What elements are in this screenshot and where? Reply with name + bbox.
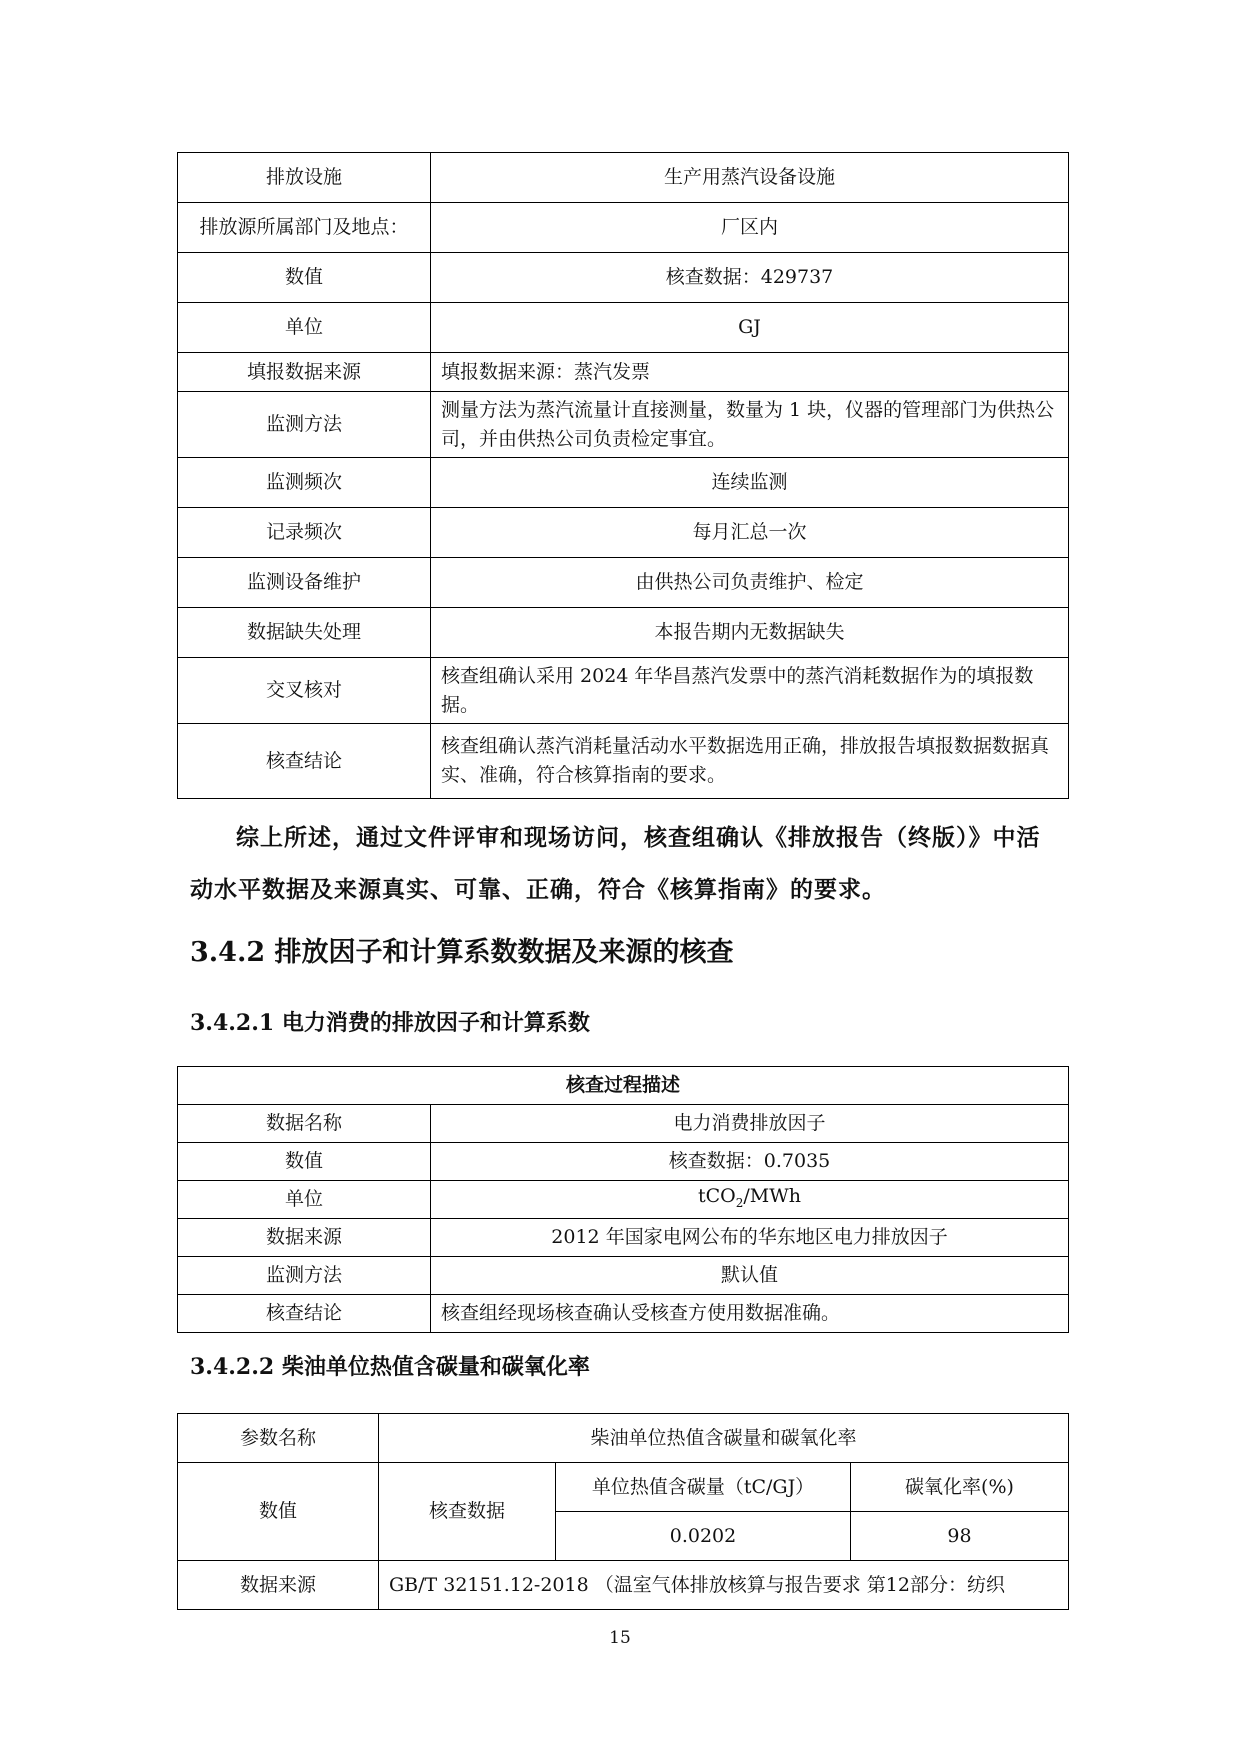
table-row	[178, 658, 1069, 724]
row-label: 数值	[178, 1143, 431, 1181]
row-label: 数据缺失处理	[178, 608, 431, 658]
row-value: 核查组经现场核查确认受核查方使用数据准确。	[431, 1295, 1069, 1333]
row-label: 交叉核对	[178, 658, 431, 724]
table-row	[178, 353, 1069, 392]
page-number: 15	[609, 1628, 631, 1648]
table-row	[178, 1463, 1069, 1512]
row-label: 数据名称	[178, 1105, 431, 1143]
table-row	[178, 1414, 1069, 1463]
row-label: 单位	[178, 1181, 431, 1219]
table-row	[178, 392, 1069, 458]
row-label: 单位	[178, 303, 431, 353]
summary-paragraph: 综上所述，通过文件评审和现场访问，核查组确认《排放报告（终版）》中活动水平数据及来源真实、可靠、正确，符合《核算指南》的要求。	[190, 824, 1041, 903]
row-value: 默认值	[431, 1257, 1069, 1295]
oxidation-rate-value: 98	[851, 1512, 1069, 1561]
table-row	[178, 1561, 1069, 1610]
row-label: 数据来源	[178, 1219, 431, 1257]
table-row	[178, 558, 1069, 608]
electricity-factor-table	[177, 1066, 1069, 1333]
table-row	[178, 253, 1069, 303]
row-value: 每月汇总一次	[431, 508, 1069, 558]
row-label: 数值	[178, 253, 431, 303]
row-value: 由供热公司负责维护、检定	[431, 558, 1069, 608]
row-value: 2012 年国家电网公布的华东地区电力排放因子	[431, 1219, 1069, 1257]
row-value: 核查数据：429737	[431, 253, 1069, 303]
row-label: 监测方法	[178, 392, 431, 458]
steam-activity-table	[177, 152, 1069, 799]
table-row	[178, 608, 1069, 658]
row-label: 核查结论	[178, 1295, 431, 1333]
table-row	[178, 1181, 1069, 1219]
row-label: 排放设施	[178, 153, 431, 203]
unit-prefix: tCO	[698, 1184, 736, 1207]
carbon-content-header: 单位热值含碳量（tC/GJ）	[556, 1463, 851, 1512]
row-value: 连续监测	[431, 458, 1069, 508]
row-value: GJ	[431, 303, 1069, 353]
table-row	[178, 1105, 1069, 1143]
param-label: 参数名称	[178, 1414, 379, 1463]
table-row	[178, 153, 1069, 203]
param-value: 柴油单位热值含碳量和碳氧化率	[379, 1414, 1069, 1463]
oxidation-rate-header: 碳氧化率(%)	[851, 1463, 1069, 1512]
table-row	[178, 1143, 1069, 1181]
check-label: 核查数据	[379, 1463, 556, 1561]
table-row	[178, 1257, 1069, 1295]
table-row	[178, 508, 1069, 558]
row-value: 厂区内	[431, 203, 1069, 253]
row-label: 监测设备维护	[178, 558, 431, 608]
row-value: 测量方法为蒸汽流量计直接测量，数量为 1 块，仪器的管理部门为供热公司，并由供热公司负责检定事宜。	[431, 392, 1069, 458]
table-header-row	[178, 1067, 1069, 1105]
table-row	[178, 458, 1069, 508]
row-value: 本报告期内无数据缺失	[431, 608, 1069, 658]
row-label: 排放源所属部门及地点：	[178, 203, 431, 253]
row-label: 监测频次	[178, 458, 431, 508]
row-value: 核查组确认采用 2024 年华昌蒸汽发票中的蒸汽消耗数据作为的填报数据。	[431, 658, 1069, 724]
table-row	[178, 303, 1069, 353]
carbon-content-value: 0.0202	[556, 1512, 851, 1561]
row-label: 核查结论	[178, 724, 431, 799]
source-value: GB/T 32151.12-2018 （温室气体排放核算与报告要求 第12部分：纺织	[379, 1561, 1069, 1610]
section-heading-3-4-2-2: 3.4.2.2 柴油单位热值含碳量和碳氧化率	[190, 1354, 590, 1380]
row-label: 填报数据来源	[178, 353, 431, 392]
table-row	[178, 203, 1069, 253]
row-value: 生产用蒸汽设备设施	[431, 153, 1069, 203]
row-value	[431, 1181, 1069, 1219]
table-row	[178, 724, 1069, 799]
table-row	[178, 1295, 1069, 1333]
row-value: 填报数据来源：蒸汽发票	[431, 353, 1069, 392]
row-value: 核查数据：0.7035	[431, 1143, 1069, 1181]
row-value: 电力消费排放因子	[431, 1105, 1069, 1143]
table-row	[178, 1219, 1069, 1257]
section-heading-3-4-2: 3.4.2 排放因子和计算系数数据及来源的核查	[190, 937, 734, 968]
unit-suffix: /MWh	[743, 1184, 802, 1207]
row-value: 核查组确认蒸汽消耗量活动水平数据选用正确，排放报告填报数据数据真实、准确，符合核算指南的要求。	[431, 724, 1069, 799]
section-heading-3-4-2-1: 3.4.2.1 电力消费的排放因子和计算系数	[190, 1010, 590, 1036]
source-label: 数据来源	[178, 1561, 379, 1610]
row-label: 监测方法	[178, 1257, 431, 1295]
value-label: 数值	[178, 1463, 379, 1561]
row-label: 记录频次	[178, 508, 431, 558]
diesel-factor-table	[177, 1413, 1069, 1610]
unit-subscript: 2	[735, 1195, 744, 1210]
table-header: 核查过程描述	[178, 1067, 1069, 1105]
